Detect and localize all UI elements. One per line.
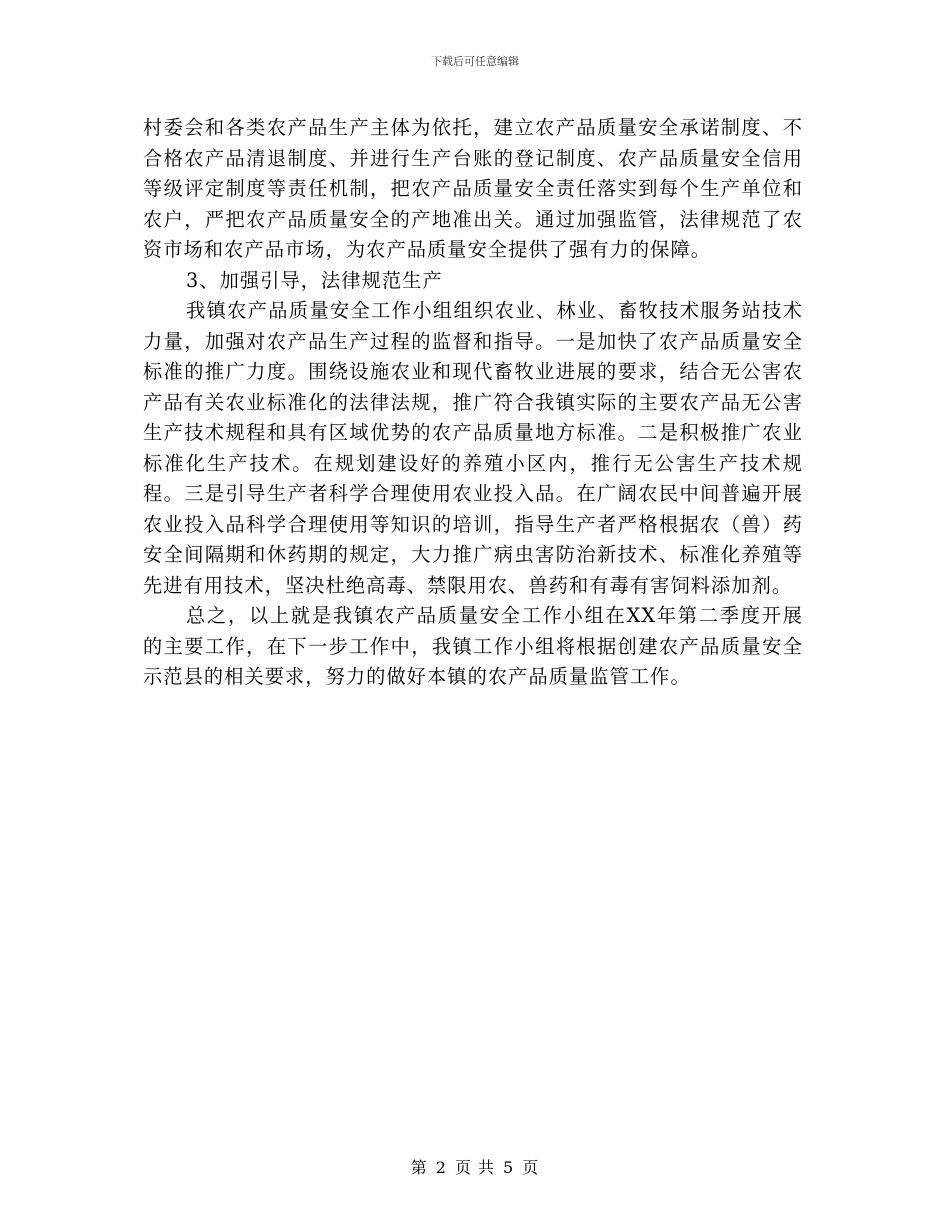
paragraph-continuation: 村委会和各类农产品生产主体为依托，建立农产品质量安全承诺制度、不合格农产品清退制度、并进行生产台账的登记制度、农产品质量安全信用等级评定制度等责任机制，把农产品质量安全责任落实到每个生产单位和农户，严把农产品质量安全的产地准出关。通过加强监管，法律规范了农资市场和农产品市场，为农产品质量安全提供了强有力的保障。 (143, 116, 803, 261)
page-footer (0, 1155, 950, 1178)
footer-prefix: 第 (410, 1158, 428, 1177)
section-heading: 3、加强引导，法律规范生产 (186, 268, 443, 292)
page-header: 下载后可任意编辑 (431, 55, 519, 68)
footer-suffix: 页 (522, 1158, 540, 1177)
current-page-number: 2 (435, 1158, 447, 1177)
footer-mid: 页 共 (454, 1158, 496, 1177)
total-pages-number: 5 (503, 1158, 515, 1177)
paragraph-guidance: 我镇农产品质量安全工作小组组织农业、林业、畜牧技术服务站技术力量，加强对农产品生产过程的监督和指导。一是加快了农产品质量安全标准的推广力度。围绕设施农业和现代畜牧业进展的要求，结合无公害农产品有关农业标准化的法律法规，推广符合我镇实际的主要农产品无公害生产技术规程和具有区域优势的农产品质量地方标准。二是积极推广农业标准化生产技术。在规划建设好的养殖小区内，推行无公害生产技术规程。三是引导生产者科学合理使用农业投入品。在广阔农民中间普遍开展农业投入品科学合理使用等知识的培训，指导生产者严格根据农（兽）药安全间隔期和休药期的规定，大力推广病虫害防治新技术、标准化养殖等先进有用技术，坚决杜绝高毒、禁限用农、兽药和有毒有害饲料添加剂。 (143, 299, 803, 597)
document-body (143, 113, 803, 693)
paragraph-summary: 总之，以上就是我镇农产品质量安全工作小组在XX年第二季度开展的主要工作，在下一步工作中，我镇工作小组将根据创建农产品质量安全示范县的相关要求，努力的做好本镇的农产品质量监管工作。 (143, 604, 803, 688)
